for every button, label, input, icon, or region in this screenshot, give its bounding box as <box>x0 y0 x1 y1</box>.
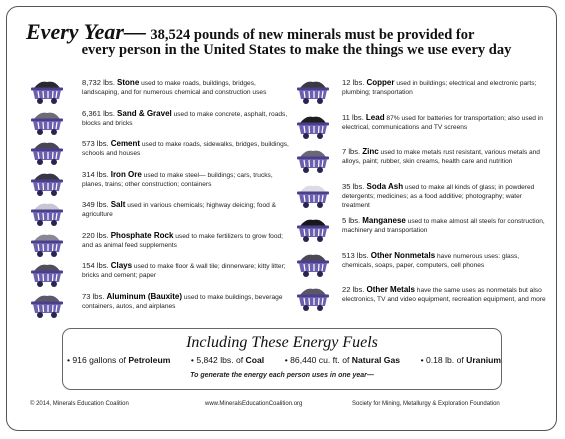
mineral-item <box>30 231 290 263</box>
mineral-uses: used in buildings; electrical and electronic parts; plumbing; transportation <box>342 80 537 96</box>
mineral-uses: used to make metals rust resistant, various metals and alloys, paint; rubber, skin creams, health care and nutrition <box>342 149 540 165</box>
mineral-description <box>342 285 546 304</box>
mineral-description <box>342 216 546 235</box>
mine-cart-icon <box>30 201 64 227</box>
mineral-uses: used to make buildings, beverage containers, autos, and airplanes <box>82 293 283 310</box>
mineral-description <box>342 78 546 97</box>
footer-website[interactable]: www.MineralsEducationCoalition.org <box>205 401 303 407</box>
energy-fuel-item <box>285 355 400 365</box>
mineral-description <box>82 261 290 280</box>
mineral-item <box>30 109 290 141</box>
energy-fuels-list <box>67 355 501 365</box>
mineral-amount: 6,361 lbs. <box>82 108 118 118</box>
mine-cart-icon <box>30 293 64 319</box>
mineral-amount: 5 lbs. <box>342 216 363 225</box>
mine-cart-icon <box>296 114 330 140</box>
mineral-name: Zinc <box>362 147 379 156</box>
mineral-name: Soda Ash <box>366 181 404 191</box>
mineral-uses: used to make roads, sidewalks, bridges, buildings, schools and houses <box>82 141 289 157</box>
mineral-name: Manganese <box>362 216 406 225</box>
mineral-item <box>30 139 290 171</box>
mineral-name: Other Metals <box>366 285 415 294</box>
header-text-1: 38,524 pounds of new minerals must be provided for <box>150 27 475 43</box>
mineral-amount: 513 lbs. <box>342 250 371 260</box>
energy-fuel-name: Petroleum <box>128 355 171 365</box>
mine-cart-icon <box>30 110 64 136</box>
mine-cart-icon <box>296 148 330 174</box>
energy-fuels-box <box>62 328 502 390</box>
mineral-name: Other Nonmetals <box>370 250 436 260</box>
mineral-description <box>342 113 546 132</box>
mineral-amount: 73 lbs. <box>82 291 107 301</box>
energy-fuels-note: To generate the energy each person uses in one year— <box>190 372 374 379</box>
mineral-name: Cement <box>110 139 141 148</box>
energy-fuel-name: Uranium <box>466 355 501 365</box>
mineral-item <box>296 216 546 248</box>
mineral-item <box>30 261 290 293</box>
mineral-amount: 7 lbs. <box>342 147 363 156</box>
mineral-uses: 87% used for batteries for transportation; also used in electrical, communications and TV screens <box>342 114 543 131</box>
energy-fuel-name: Coal <box>245 355 265 365</box>
mineral-description <box>342 251 546 270</box>
mineral-item <box>30 292 290 324</box>
mineral-item <box>296 251 546 283</box>
mineral-description <box>82 78 290 97</box>
energy-fuel-amount: • 0.18 lb. of <box>420 355 467 365</box>
mineral-amount: 220 lbs. <box>82 230 111 240</box>
mine-cart-icon <box>30 262 64 288</box>
mineral-description <box>342 182 546 210</box>
mine-cart-icon <box>296 252 330 278</box>
mineral-item <box>296 285 546 317</box>
mineral-description <box>342 147 546 166</box>
mineral-item <box>296 78 546 110</box>
energy-fuel-item <box>191 355 264 365</box>
mineral-item <box>296 147 546 179</box>
mineral-amount: 11 lbs. <box>342 112 366 122</box>
mineral-amount: 12 lbs. <box>342 78 367 87</box>
mineral-uses: used to make roads, buildings, bridges, landscaping, and for numerous chemical and construction uses <box>82 80 267 96</box>
mineral-description <box>82 231 290 250</box>
mineral-description <box>82 292 290 311</box>
mine-cart-icon <box>30 232 64 258</box>
mineral-name: Stone <box>117 78 140 87</box>
energy-fuels-title: Including These Energy Fuels <box>186 334 378 351</box>
mineral-amount: 573 lbs. <box>82 139 111 148</box>
mineral-uses: used to make fertilizers to grow food; and as animal feed supplements <box>82 232 283 249</box>
mineral-uses: have numerous uses: glass, chemicals, soaps, paper, computers, cell phones <box>342 252 520 269</box>
mine-cart-icon <box>296 183 330 209</box>
footer-society: Society for Mining, Metallurgy & Exploration Foundation <box>352 401 500 407</box>
mineral-uses: used to make all kinds of glass; in powdered detergents; medicines; as a food additive; photography; water treatment <box>342 183 535 209</box>
mineral-amount: 35 lbs. <box>342 181 367 191</box>
mine-cart-icon <box>296 217 330 243</box>
mineral-amount: 8,732 lbs. <box>82 78 118 87</box>
mine-cart-icon <box>296 79 330 105</box>
energy-fuel-item <box>67 355 170 365</box>
mineral-amount: 349 lbs. <box>82 200 111 209</box>
energy-fuel-item <box>421 355 501 365</box>
mineral-name: Aluminum (Bauxite) <box>106 291 183 301</box>
mineral-description <box>82 170 290 189</box>
mineral-amount: 154 lbs. <box>82 261 111 270</box>
mineral-description <box>82 139 290 158</box>
mineral-name: Iron Ore <box>110 169 142 179</box>
mineral-description <box>82 109 290 128</box>
mineral-name: Phosphate Rock <box>110 230 174 240</box>
mineral-item <box>30 200 290 232</box>
energy-fuel-name: Natural Gas <box>351 355 401 365</box>
mineral-item <box>30 78 290 110</box>
mineral-uses: used to make steel— buildings; cars, trucks, planes, trains; other construction; containers <box>82 171 273 188</box>
mineral-item <box>296 182 546 214</box>
mineral-amount: 22 lbs. <box>342 285 367 294</box>
mineral-amount: 314 lbs. <box>82 169 111 179</box>
mine-cart-icon <box>30 79 64 105</box>
mineral-uses: used to make almost all steels for construction, machinery and transportation <box>342 218 545 234</box>
header-title: Every Year— <box>26 19 146 44</box>
mineral-name: Lead <box>365 112 385 122</box>
mineral-item <box>296 113 546 145</box>
mine-cart-icon <box>30 140 64 166</box>
energy-fuel-amount: • 916 gallons of <box>67 355 129 365</box>
energy-fuel-amount: • 86,440 cu. ft. of <box>284 355 352 365</box>
header-line-2: every person in the United States to make the things we use every day <box>81 42 512 58</box>
footer-copyright: © 2014, Minerals Education Coalition <box>30 401 129 407</box>
mineral-name: Clays <box>110 261 133 270</box>
mine-cart-icon <box>296 286 330 312</box>
mineral-uses: used to make concrete, asphalt, roads, blocks and bricks <box>82 110 288 127</box>
mineral-uses: have the same uses as nonmetals but also electronics, TV and video equipment, recreation equipment, and more <box>342 287 546 303</box>
energy-fuel-amount: • 5,842 lbs. of <box>190 355 246 365</box>
mineral-name: Salt <box>110 200 126 209</box>
mineral-name: Sand & Gravel <box>117 108 172 118</box>
mineral-uses: used to make floor & wall tile; dinnerware; kitty litter; bricks and cement; paper <box>82 263 286 279</box>
mineral-name: Copper <box>366 78 395 87</box>
mineral-description <box>82 200 290 219</box>
mineral-item <box>30 170 290 202</box>
mineral-uses: used in various chemicals; highway deicing; food & agriculture <box>82 202 277 218</box>
mine-cart-icon <box>30 171 64 197</box>
